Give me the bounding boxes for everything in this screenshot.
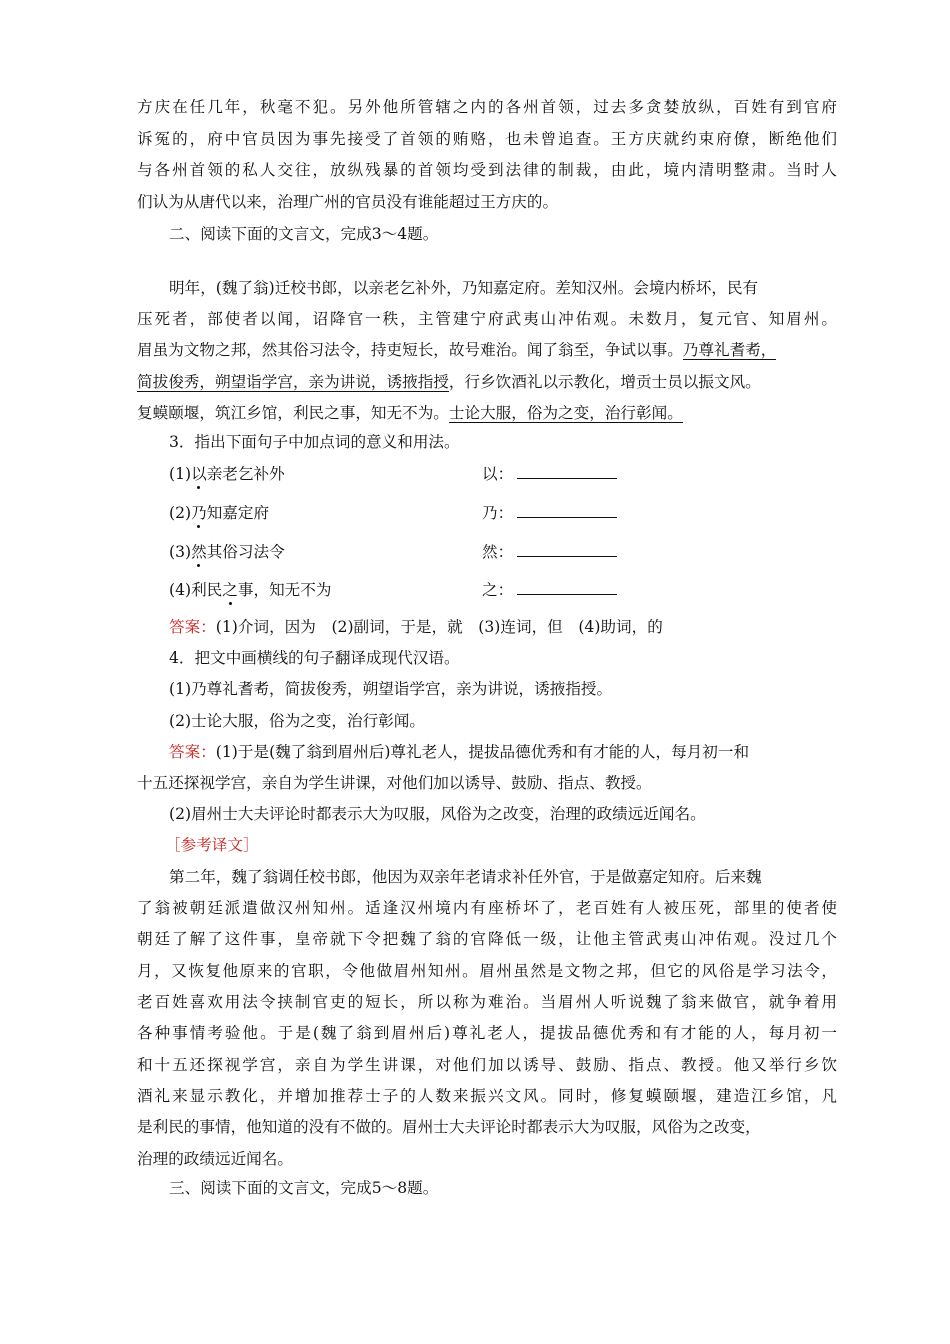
q3-item-4: (4)利民之事，知无不为 — [169, 581, 332, 599]
translation-line: 第二年，魏了翁调任校书郎，他因为双亲年老请求补任外官，于是做嘉定知府。后来魏 — [169, 868, 762, 886]
reference-translation-label: ［参考译文］ — [165, 836, 259, 854]
paragraph-line: 方庆在任几年，秋毫不犯。另外他所管辖之内的各州首领，过去多贪婪放纵，百姓有到官府 — [137, 98, 837, 116]
q3-item-3: (3)然其俗习法令 — [169, 543, 285, 561]
text-line — [137, 340, 776, 360]
translation-line: 朝廷了解了这件事，皇帝就下令把魏了翁的官降低一级，让他主管武夷山冲佑观。没过几个 — [137, 930, 837, 948]
underlined-sentence: 士论大服，俗为之变，治行彰闻。 — [448, 404, 683, 422]
text-line — [137, 403, 683, 423]
q4-answer-line: (2)眉州士大夫评论时都表示大为叹服，风俗为之改变，治理的政绩远近闻名。 — [169, 805, 706, 823]
translation-line: 老百姓喜欢用法令挟制官吏的短长，所以称为难治。当眉州人听说魏了翁来做官，就争着用 — [137, 993, 837, 1011]
translation-line: 治理的政绩远近闻名。 — [137, 1150, 293, 1168]
translation-line: 各种事情考验他。于是(魏了翁到眉州后)尊礼老人，提拔品德优秀和有才能的人，每月初一 — [137, 1024, 837, 1042]
answer-blank[interactable] — [517, 503, 617, 518]
q3-item-1: (1)以亲老乞补外 — [169, 465, 285, 483]
text-segment: ，行乡饮酒礼以示教化，增贡士员以振文风。 — [448, 373, 761, 391]
q3-answer-blank-3: 然： — [482, 542, 617, 562]
dotted-character: 以 — [191, 465, 207, 483]
section-heading: 三、阅读下面的文言文，完成5～8题。 — [169, 1179, 439, 1197]
q3-answer-blank-1: 以： — [482, 464, 617, 484]
text-line: 压死者，部使者以闻，诏降官一秩，主管建宁府武夷山冲佑观。未数月，复元官、知眉州。 — [137, 310, 837, 328]
answer-blank[interactable] — [517, 464, 617, 479]
answer-text: (1)于是(魏了翁到眉州后)尊礼老人，提拔品德优秀和有才能的人，每月初一和 — [215, 743, 750, 761]
translation-line: 和十五还探视学宫，亲自为学生讲课，对他们加以诱导、鼓励、指点、教授。他又举行乡饮 — [137, 1056, 837, 1074]
underlined-sentence: 乃尊礼耆耇， — [682, 341, 777, 359]
text-segment: 眉虽为文物之邦，然其俗习法令，持吏短长，故号难治。闻了翁至，争试以事。 — [137, 341, 683, 359]
question-4-title: 4．把文中画横线的句子翻译成现代汉语。 — [169, 649, 460, 667]
q4-sentence-2: (2)士论大服，俗为之变，治行彰闻。 — [169, 712, 425, 730]
q4-answer-line: 十五还探视学宫，亲自为学生讲课，对他们加以诱导、鼓励、指点、教授。 — [137, 774, 652, 792]
q4-sentence-1: (1)乃尊礼耆耇，简拔俊秀，朔望诣学宫，亲为讲说，诱掖指授。 — [169, 680, 613, 698]
translation-line: 是利民的事情，他知道的没有不做的。眉州士大夫评论时都表示大为叹服，风俗为之改变， — [137, 1118, 761, 1136]
answer-text: (1)介词，因为 (2)副词，于是，就 (3)连词，但 (4)助词，的 — [215, 618, 663, 636]
text-line: 明年，(魏了翁)迁校书郎，以亲老乞补外，乃知嘉定府。差知汉州。会境内桥坏，民有 — [169, 279, 759, 297]
paragraph-line: 们认为从唐代以来，治理广州的官员没有谁能超过王方庆的。 — [137, 193, 559, 211]
underlined-sentence: 简拔俊秀，朔望诣学宫，亲为讲说，诱掖指授 — [137, 373, 449, 391]
dotted-character: 之 — [222, 581, 238, 599]
q4-answer-line — [169, 742, 749, 762]
dotted-character: 乃 — [191, 504, 207, 522]
q3-answer-blank-4: 之： — [482, 580, 617, 600]
paragraph-line: 诉冤的，府中官员因为事先接受了首领的贿赂，也未曾追查。王方庆就约束府僚，断绝他们 — [137, 130, 837, 148]
translation-line: 了翁被朝廷派遣做汉州知州。适逢汉州境内有座桥坏了，老百姓有人被压死，部里的使者使 — [137, 899, 837, 917]
question-3-title: 3．指出下面句子中加点词的意义和用法。 — [169, 433, 460, 451]
translation-line: 月，又恢复他原来的官职，令他做眉州知州。眉州虽然是文物之邦，但它的风俗是学习法令， — [137, 962, 837, 980]
section-heading: 二、阅读下面的文言文，完成3～4题。 — [169, 225, 439, 243]
paragraph-line: 与各州首领的私人交往，放纵残暴的首领均受到法律的制裁，由此，境内清明整肃。当时人 — [137, 161, 837, 179]
q3-answer-blank-2: 乃： — [482, 503, 617, 523]
answer-label: 答案： — [169, 743, 216, 761]
answer-blank[interactable] — [517, 542, 617, 557]
translation-line: 酒礼来显示教化，并增加推荐士子的人数来振兴文风。同时，修复蟆颐堰，建造江乡馆，凡 — [137, 1087, 837, 1105]
text-segment: 复蟆颐堰，筑江乡馆，利民之事，知无不为。 — [137, 404, 449, 422]
q3-answer — [169, 617, 663, 637]
q3-item-2: (2)乃知嘉定府 — [169, 504, 270, 522]
dotted-character: 然 — [191, 543, 207, 561]
answer-blank[interactable] — [517, 580, 617, 595]
text-line — [137, 372, 761, 392]
answer-label: 答案： — [169, 618, 216, 636]
